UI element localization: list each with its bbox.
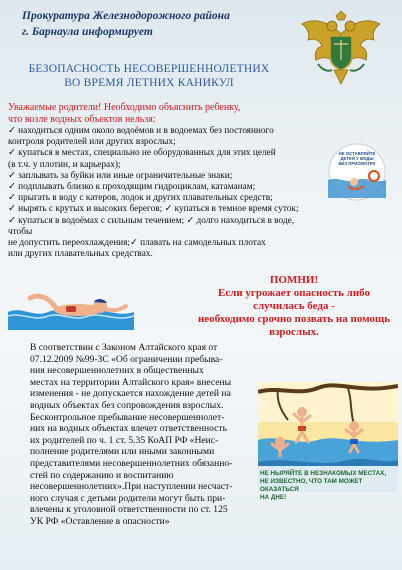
body-line: УК РФ «Оставление в опасности» — [30, 515, 170, 527]
scene-caption — [260, 470, 396, 502]
body-line: представителями несовершеннолетних обязанно- — [30, 457, 233, 469]
no-swimming-badge-icon — [318, 140, 396, 210]
body-line: В соответствии с Законом Алтайского края от — [30, 342, 218, 353]
body-line: стей по содержанию и воспитанию — [30, 469, 174, 481]
body-line: них на водных объектах влечет ответственность — [30, 423, 227, 435]
body-line: влечены к уголовной ответственности по ст. 125 — [30, 504, 228, 516]
body-line: ного случая с детьми родители могут быть при- — [30, 492, 226, 504]
rule-line: ✓ нырять с крутых и высоких берегов; ✓ купаться в темное время суток; — [8, 204, 299, 215]
badge-line-1: НЕ ОСТАВЛЯЙТЕ — [338, 151, 376, 156]
rule-line: ✓ купаться в водоёмах с сильным течением; ✓ долго находиться в воде, чтобы — [8, 215, 295, 237]
body-line: местах на территории Алтайского края» внесены — [30, 376, 232, 388]
body-line: Бесконтрольное пребывание несовершеннолет- — [30, 411, 225, 423]
header-line-2: г. Барнаула информирует — [22, 26, 153, 38]
badge-line-3: БЕЗ ПРИСМОТРА — [338, 161, 376, 166]
rule-line: или других плавательных средствах. — [8, 249, 153, 260]
rule-line: (в т.ч. у плотин, и карьерах); — [8, 159, 121, 170]
body-line: водных объектах без сопровождения взрослых. — [30, 399, 224, 411]
badge-line-2: ДЕТЕЙ У ВОДЫ — [340, 156, 374, 161]
remember-heading: ПОМНИ! — [269, 274, 319, 286]
scene-caption-line-3: НА ДНЕ! — [260, 494, 287, 501]
rules-list — [8, 126, 308, 260]
body-line: несовершеннолетних».При наступлении несчаст- — [30, 481, 233, 493]
law-info-text — [30, 342, 252, 528]
remember-line-1: Если угрожает опасность либо случилась беда - — [217, 287, 371, 312]
body-line: 07.12.2009 №99-ЗС «Об ограничении пребыва- — [30, 353, 223, 365]
double-headed-eagle-emblem-icon — [298, 10, 384, 88]
rule-line: ✓ подплывать близко к проходящим гидроциклам, катаманам; — [8, 182, 256, 193]
intro-line-2: что возле водных объектов нельзя: — [8, 113, 156, 125]
title-line-1: БЕЗОПАСНОСТЬ НЕСОВЕРШЕННОЛЕТНИХ — [28, 63, 270, 75]
rule-line: контроля родителей или других взрослых; — [8, 137, 176, 148]
body-line: ния несовершеннолетних в общественных — [30, 365, 204, 377]
rule-line: ✓ заплывать за буйки или иные ограничительные знаки; — [8, 170, 233, 181]
header — [22, 8, 282, 40]
body-line: изменения - не допускается нахождение детей на — [30, 388, 231, 400]
remember-notice — [196, 274, 392, 339]
intro-text — [8, 102, 298, 125]
rule-line: ✓ купаться в местах, специально не оборудованных для этих целей — [8, 148, 276, 159]
scene-caption-line-2: НЕ ИЗВЕСТНО, ЧТО ТАМ МОЖЕТ ОКАЗАТЬСЯ — [260, 478, 363, 493]
rule-line: ✓ находиться одним около водоёмов и в водоемах без постоянного — [8, 126, 274, 136]
rule-line: не допустить переохлаждения;✓ плавать на самодельных плотах — [8, 238, 266, 249]
intro-line-1: Уважаемые родители! Необходимо объяснить ребенку, — [8, 102, 241, 113]
header-line-1: Прокуратура Железнодорожного района — [22, 10, 230, 22]
body-line: их родителей по ч. 1 ст. 5.35 КоАП РФ «Неис- — [30, 434, 219, 446]
body-line: полнение родителями или иными законными — [30, 446, 215, 458]
page-title — [8, 62, 290, 90]
rule-line: ✓ прыгать в воду с катеров, лодок и других плавательных средств; — [8, 193, 273, 204]
scene-caption-line-1: НЕ НЫРЯЙТЕ В НЕЗНАКОМЫХ МЕСТАХ, — [260, 470, 387, 477]
title-line-2: ВО ВРЕМЯ ЛЕТНИХ КАНИКУЛ — [64, 77, 234, 89]
remember-line-2: необходимо срочно позвать на помощь взрослых. — [197, 313, 391, 338]
swimmer-illustration-icon — [8, 286, 134, 330]
